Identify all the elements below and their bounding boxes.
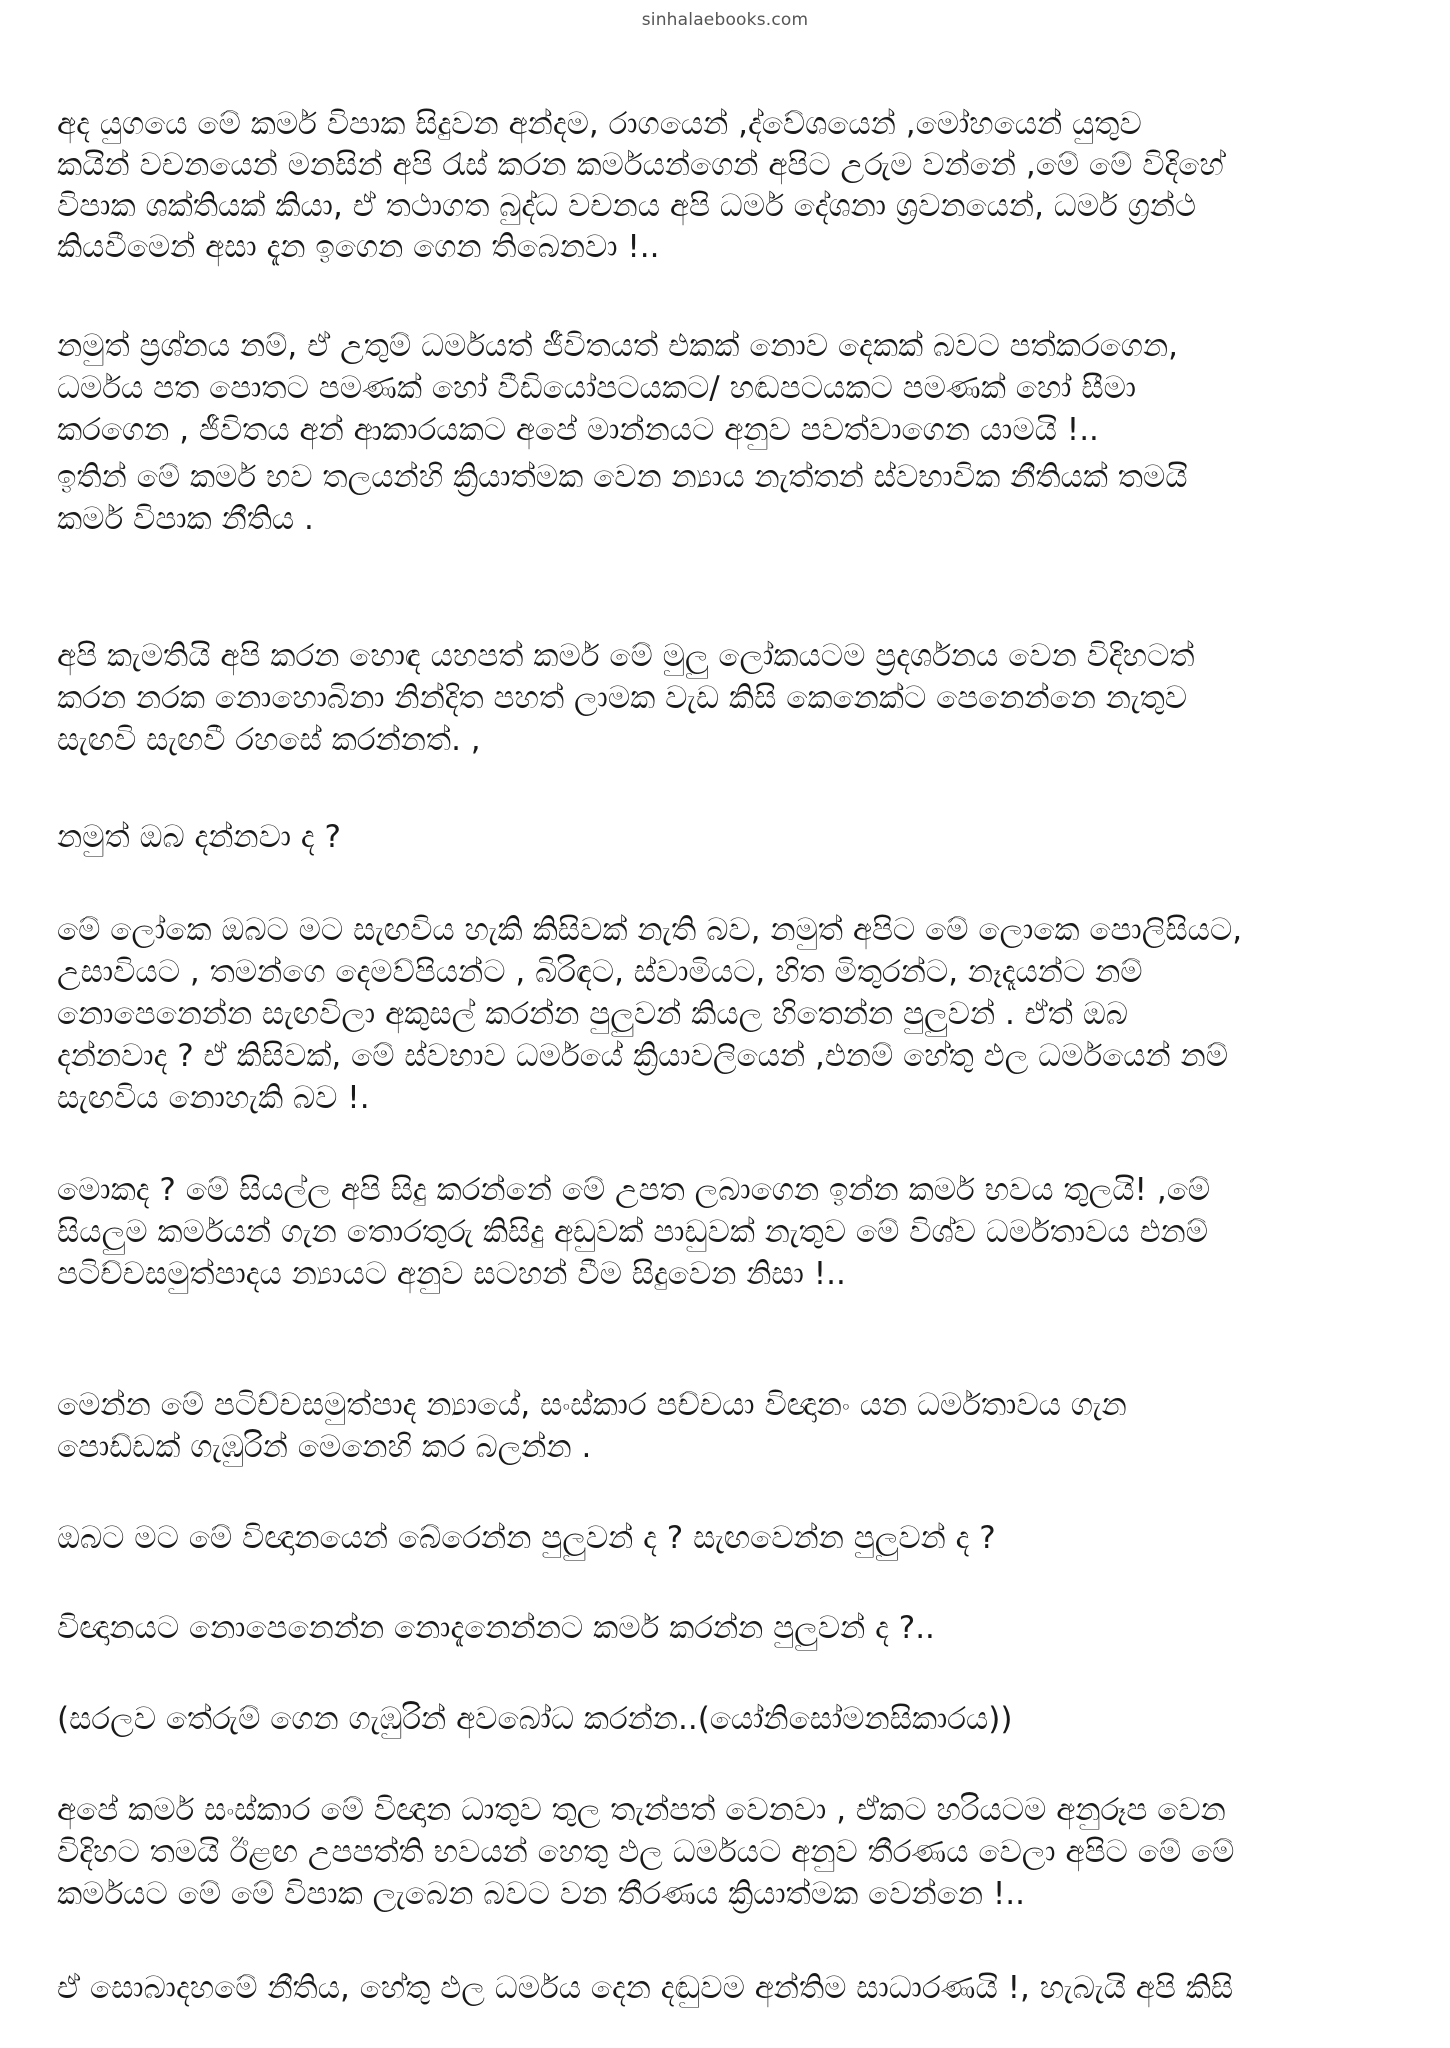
paragraph-4-line-1: නමුත් ඔබ දන්නවා ද ?: [57, 819, 341, 855]
paragraph-7-line-1: මෙන්න මේ පටිච්චසමුත්පාද න්‍යායේ, සංස්කාර පච්චයා විඥානං යන ධර්මතාවය ගැන: [57, 1387, 1127, 1423]
paragraph-2-line-5: කර්ම විපාක නීතිය .: [57, 501, 314, 537]
paragraph-5-line-5: සැඟවිය නොහැකි බව !.: [57, 1080, 370, 1116]
paragraph-2-line-4: ඉතින් මේ කර්ම භව තලයන්හි ක්‍රියාත්මක වෙන න්‍යාය නැත්තන් ස්වභාවික නීතියක් තමයි: [57, 459, 1188, 495]
paragraph-5-line-2: උසාවියට , තමන්ගෙ දෙමව්පියන්ට , බිරිඳට, ස්වාමියට, හිත මිතුරන්ට, නෑදෑයන්ට නම්: [57, 954, 1143, 990]
paragraph-3-line-3: සැඟවි සැඟවී රහසේ කරන්නත්. ,: [57, 722, 481, 758]
paragraph-1-line-2: කයින් වචනයෙන් මනසින් අපි රැස් කරන කර්මයන්ගෙන් අපිට උරුම වන්නේ ,මේ මේ විදිහේ: [57, 147, 1224, 183]
paragraph-7-line-2: පොඩ්ඩක් ගැඹුරින් මෙනෙහි කර බලන්න .: [57, 1429, 592, 1465]
paragraph-11-line-1: අපේ කර්ම සංස්කාර මේ විඥාන ධාතුව තුල තැන්පත් වෙනවා , ඒකට හරියටම අනුරූප වෙන: [57, 1792, 1226, 1828]
paragraph-9-line-1: විඥානයට නොපෙනෙන්න නොදැනෙන්නට කර්ම කරන්න පුලුවන් ද ?..: [57, 1610, 935, 1646]
paragraph-2-line-2: ධර්මය පත පොතට පමණක් හෝ වීඩියෝපටයකට/ හඬපටයකට පමණක් හෝ සීමා: [57, 370, 1137, 406]
paragraph-5-line-1: මේ ලෝකෙ ඔබට මට සැඟවිය හැකි කිසිවක් නැති බව, නමුත් අපිට මේ ලොකෙ පොලිසියට,: [57, 912, 1243, 948]
paragraph-12-line-1: ඒ සොබාදහමේ නීතිය, හේතු ඵල ධර්මය දෙන දඬුවම අන්තිම සාධාරණයි !, හැබැයි අපි කිසි: [57, 1970, 1234, 2006]
paragraph-2-line-3: කරගෙන , ජීවිතය අන් ආකාරයකට අපේ මාන්නයට අනුව පවත්වාගෙන යාමයි !..: [57, 412, 1099, 448]
paragraph-6-line-3: පටිච්චසමුත්පාදය න්‍යායට අනුව සටහන් වීම සිදුවෙන නිසා !..: [57, 1256, 846, 1292]
paragraph-1-line-4: කියවීමෙන් අසා දැන ඉගෙන ගෙන තිබෙනවා !..: [57, 229, 660, 265]
paragraph-6-line-1: මොකද ? මේ සියල්ල අපි සිදු කරන්නේ මේ උපත ලබාගෙන ඉන්න කර්ම භවය තුලයි! ,මේ: [57, 1172, 1211, 1208]
paragraph-11-line-3: කර්මයට මේ මේ විපාක ලැබෙන බවට වන තීරණය ක්‍රියාත්මක වෙන්නෙ !..: [57, 1876, 1025, 1912]
paragraph-6-line-2: සියලුම කර්මයන් ගැන තොරතුරු කිසිදු අඩුවක් පාඩුවක් නැතුව මේ විශ්ව ධර්මතාවය එනම්: [57, 1214, 1209, 1250]
paragraph-5-line-4: දන්නවාද ? ඒ කිසිවක්, මේ ස්වභාව ධර්මයේ ක්‍රියාවලියෙන් ,එනම් හේතු ඵල ධර්මයෙන් නම්: [57, 1038, 1229, 1074]
paragraph-5-line-3: නොපෙනෙන්න සැඟවිලා අකුසල් කරන්න පුලුවන් කියල හිතෙන්න පුලුවන් . ඒත් ඔබ: [57, 996, 1128, 1032]
paragraph-3-line-1: අපි කැමතියි අපි කරන හොඳ යහපත් කර්ම මේ මුලු ලෝකයටම ප්‍රදර්ශනය වෙන විදිහටත්: [57, 638, 1195, 674]
paragraph-8-line-1: ඔබට මට මේ විඥානයෙන් බේරෙන්න පුලුවන් ද ? සැඟවෙන්න පුලුවන් ද ?: [57, 1520, 996, 1556]
site-watermark: sinhalaebooks.com: [641, 10, 809, 30]
paragraph-3-line-2: කරන නරක නොහොබිනා නින්දිත පහත් ලාමක වැඩ කිසි කෙනෙක්ට පෙනෙන්නෙ නැතුව: [57, 680, 1188, 716]
paragraph-11-line-2: විදිහට තමයි ඊළඟ උපපත්ති භවයන් හෙතු ඵල ධර්මයට අනුව තීරණය වෙලා අපිට මේ මේ: [57, 1834, 1235, 1870]
paragraph-2-line-1: නමුත් ප්‍රශ්නය නම්, ඒ උතුම් ධර්මයත් ජීවිතයත් එකක් නොව දෙකක් බවට පත්කරගෙන,: [57, 328, 1178, 364]
paragraph-10-line-1: (සරලව තේරුම් ගෙන ගැඹුරින් අවබෝධ කරන්න..(යෝනිසෝමනසිකාරය)): [57, 1701, 1013, 1737]
paragraph-1-line-3: විපාක ශක්තියක් කියා, ඒ තථාගත බුද්ධ වචනය අපි ධර්ම දේශනා ශ්‍රවනයෙන්, ධර්ම ග්‍රන්ථ: [57, 188, 1196, 224]
paragraph-1-line-1: අද යුගයෙ මේ කර්ම විපාක සිදුවන අන්දම, රාගයෙන් ,ද්වේශයෙන් ,මෝහයෙන් යුතුව: [57, 106, 1142, 142]
